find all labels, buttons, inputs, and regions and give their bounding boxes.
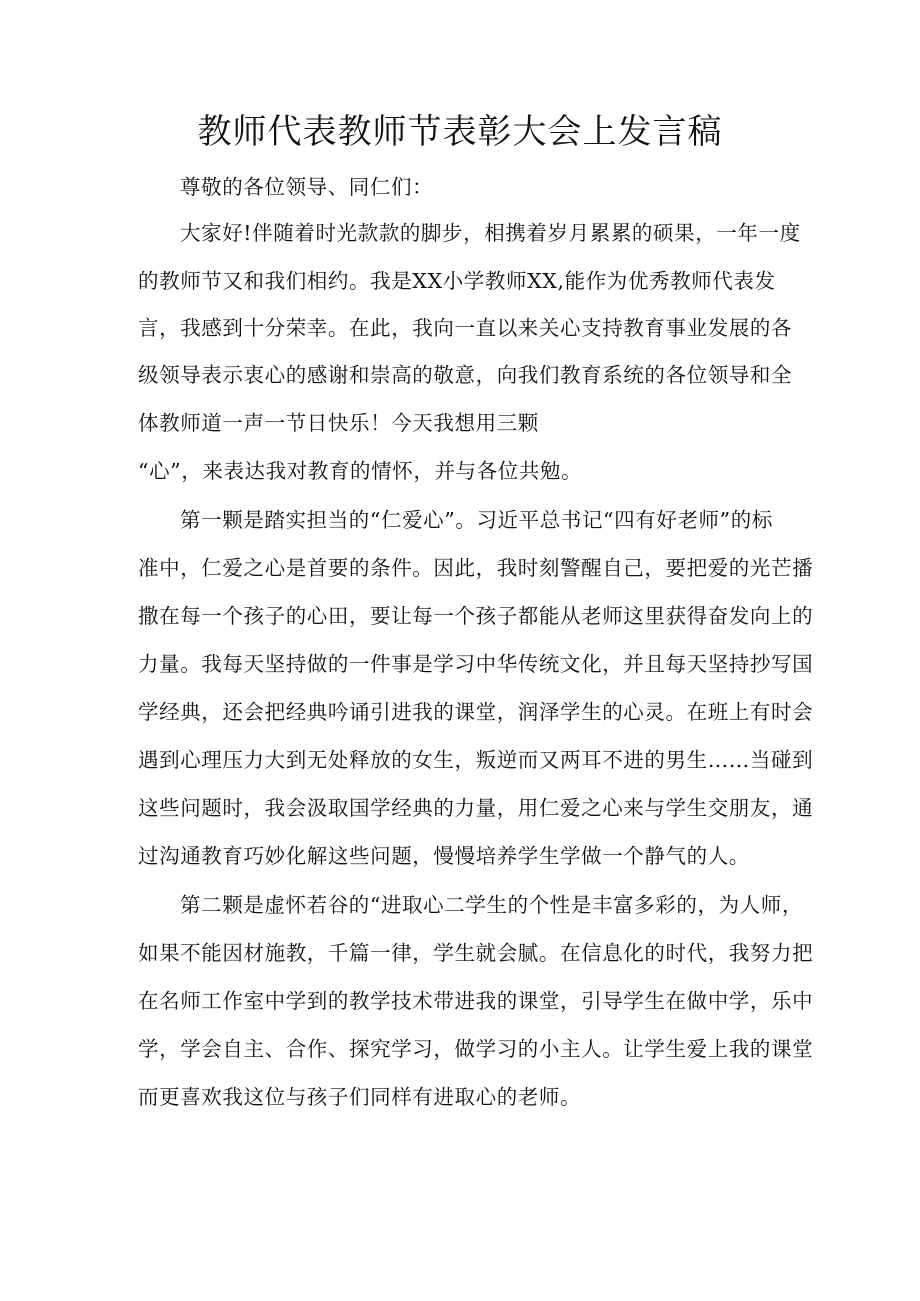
- paragraph-line: 遇到心理压力大到无处释放的女生，叛逆而又两耳不进的男生……当碰到: [138, 748, 814, 772]
- paragraph-line: 言，我感到十分荣幸。在此，我向一直以来关心支持教育事业发展的各: [138, 316, 793, 340]
- paragraph-line: 准中，仁爱之心是首要的条件。因此，我时刻警醒自己，要把爱的光芒播: [138, 556, 814, 580]
- paragraph-line: 的教师节又和我们相约。我是XX小学教师XX,能作为优秀教师代表发: [138, 269, 776, 293]
- paragraph-line: 体教师道一声一节日快乐！今天我想用三颗: [138, 411, 539, 435]
- paragraph-line: 第二颗是虚怀若谷的“进取心二学生的个性是丰富多彩的，为人师，: [180, 893, 803, 917]
- paragraph-line: 力量。我每天坚持做的一件事是学习中华传统文化，并且每天坚持抄写国: [138, 652, 814, 676]
- paragraph-line: 过沟通教育巧妙化解这些问题，慢慢培养学生学做一个静气的人。: [138, 844, 750, 868]
- paragraph-line: 如果不能因材施教，千篇一律，学生就会腻。在信息化的时代，我努力把: [138, 941, 814, 965]
- paragraph-line: 学，学会自主、合作、探究学习，做学习的小主人。让学生爱上我的课堂: [138, 1037, 814, 1061]
- salutation-line: 尊敬的各位领导、同仁们：: [180, 175, 434, 199]
- paragraph-line: 第一颗是踏实担当的“仁爱心”。习近平总书记“四有好老师”的标: [180, 508, 773, 532]
- paragraph-line: 而更喜欢我这位与孩子们同样有进取心的老师。: [138, 1085, 582, 1109]
- paragraph-line: 学经典，还会把经典吟诵引进我的课堂，润泽学生的心灵。在班上有时会: [138, 700, 814, 724]
- document-title: 教师代表教师节表彰大会上发言稿: [197, 112, 723, 152]
- paragraph-line: “心”，来表达我对教育的情怀，并与各位共勉。: [138, 459, 583, 483]
- paragraph-line: 在名师工作室中学到的教学技术带进我的课堂，引导学生在做中学，乐中: [138, 989, 814, 1013]
- paragraph-line: 级领导表示衷心的感谢和崇高的敬意，向我们教育系统的各位领导和全: [138, 363, 793, 387]
- paragraph-line: 大家好!伴随着时光款款的脚步，相携着岁月累累的硕果，一年一度: [180, 221, 801, 245]
- paragraph-line: 撒在每一个孩子的心田，要让每一个孩子都能从老师这里获得奋发向上的: [138, 604, 814, 628]
- paragraph-line: 这些问题时，我会汲取国学经典的力量，用仁爱之心来与学生交朋友，通: [138, 796, 814, 820]
